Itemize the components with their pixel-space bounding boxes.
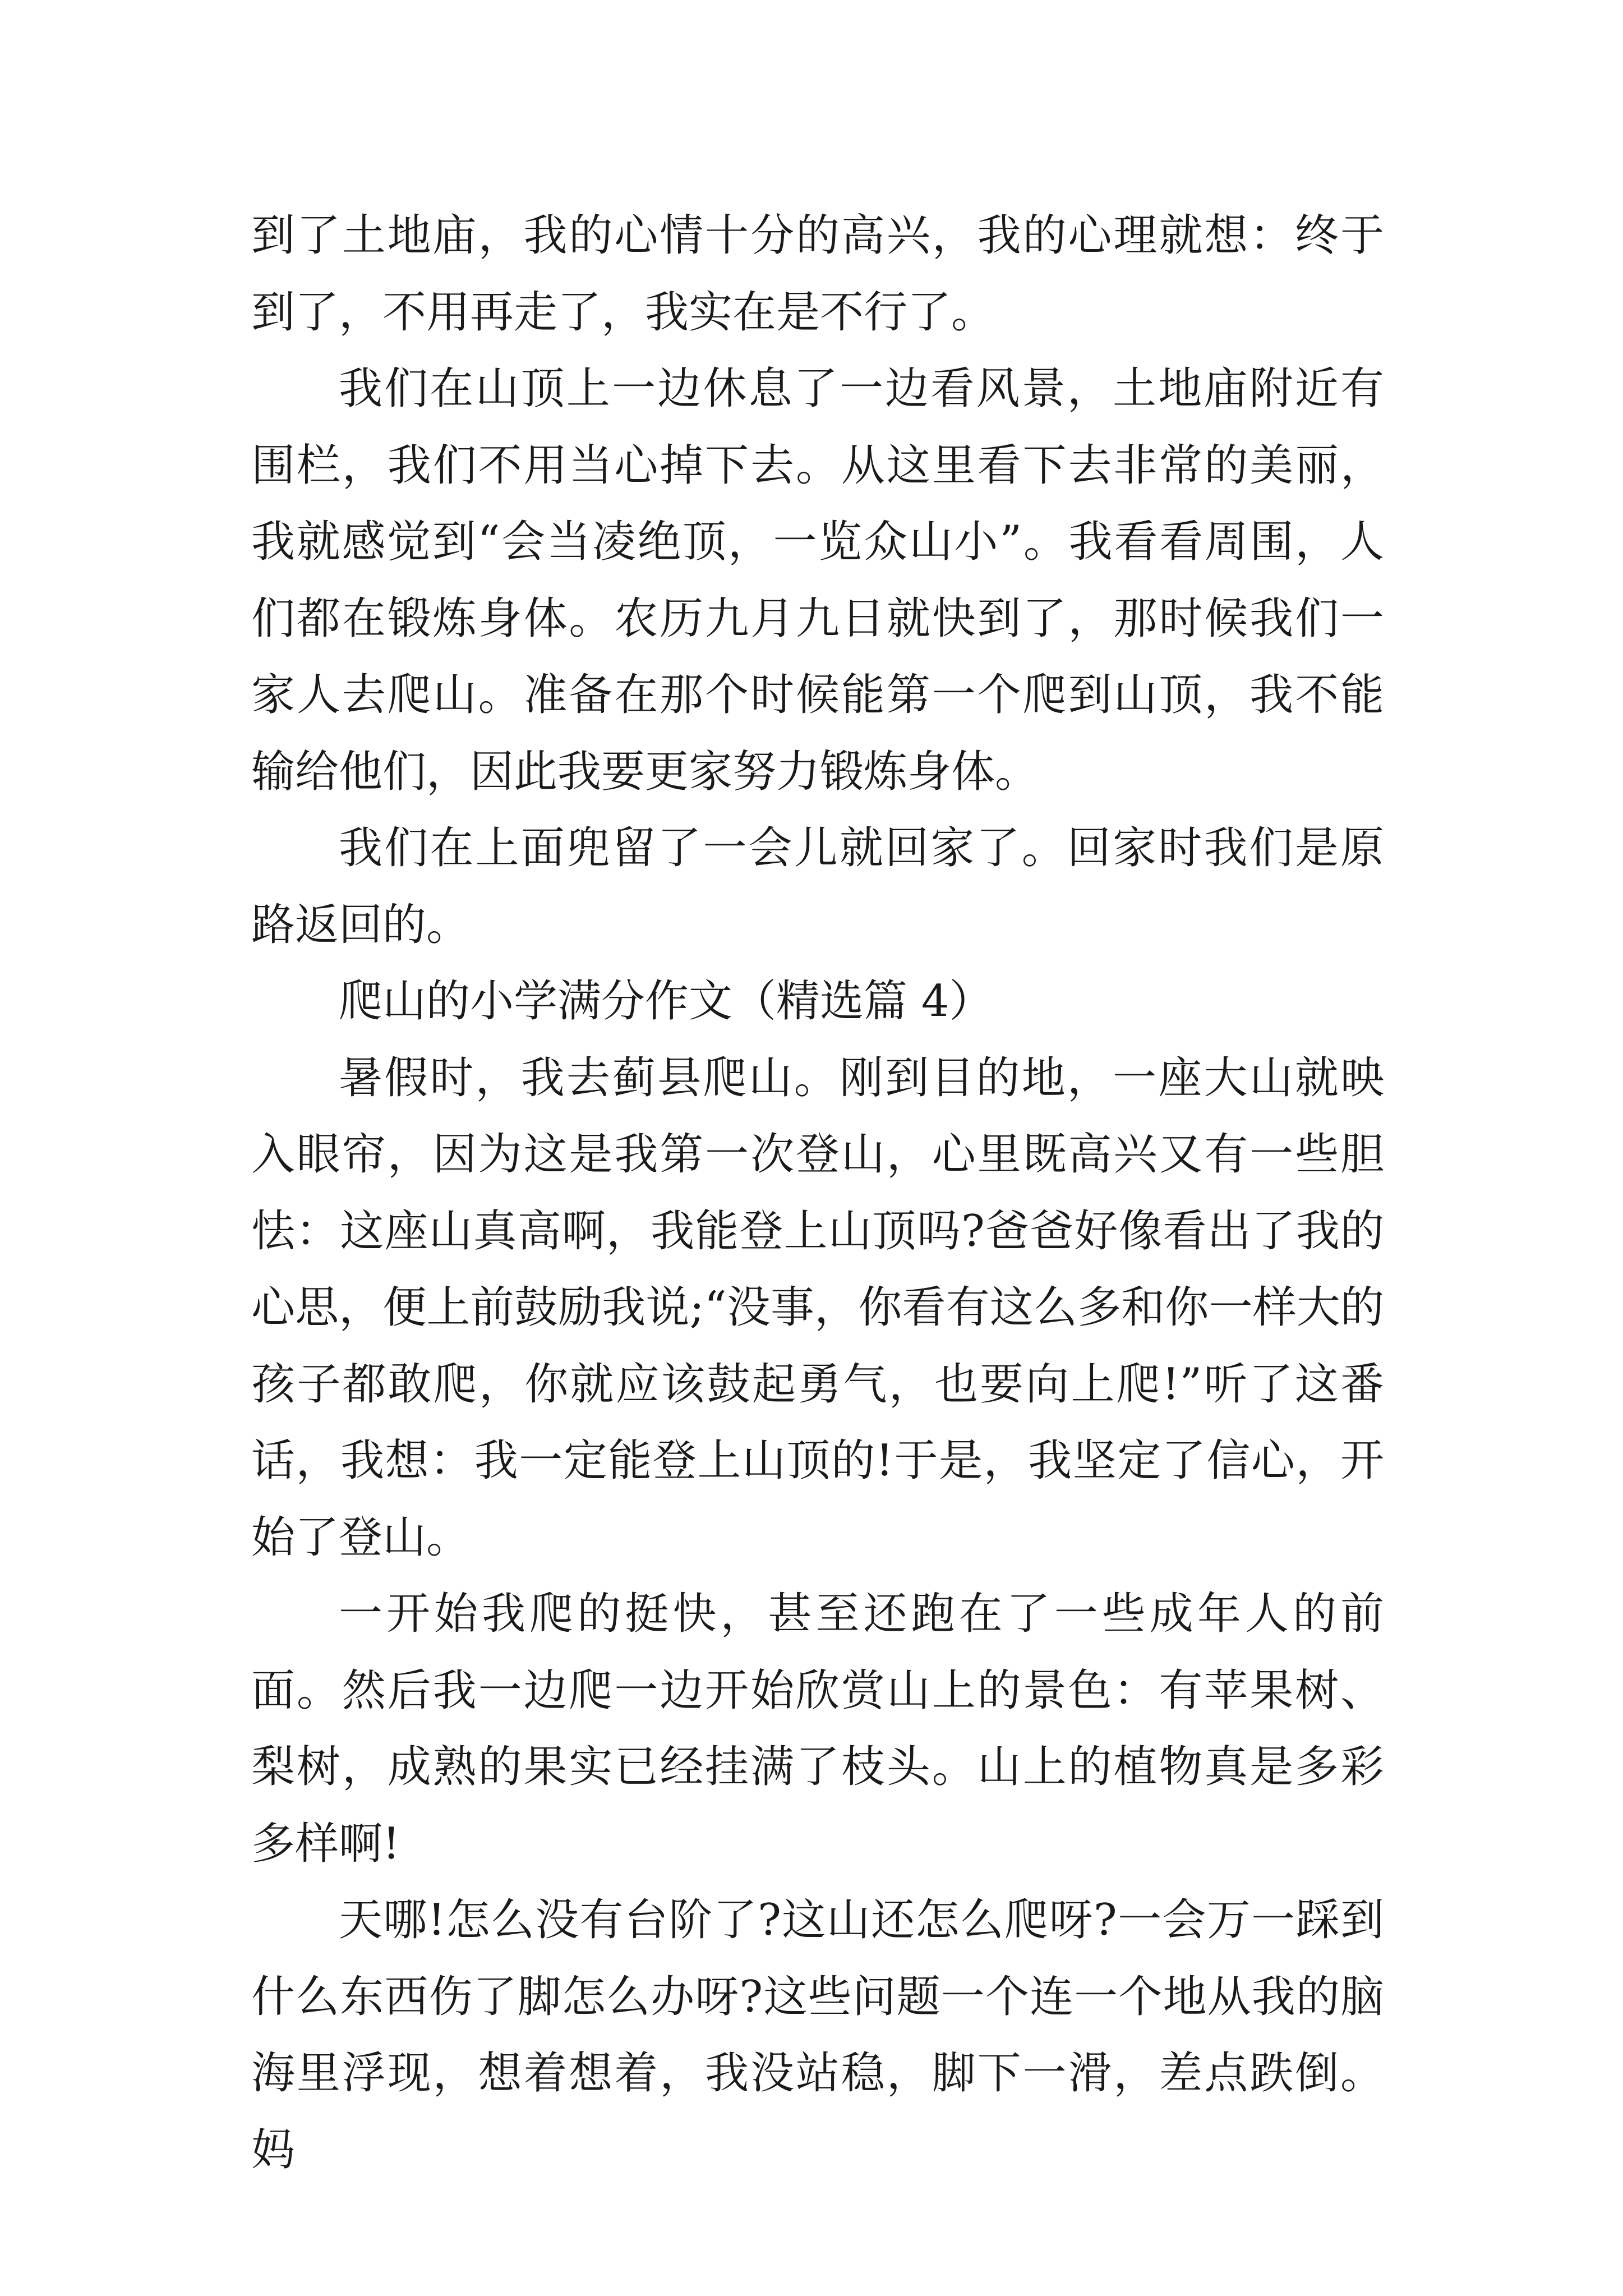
paragraph-2: 我们在山顶上一边休息了一边看风景，土地庙附近有围栏，我们不用当心掉下去。从这里看下去非常的美丽，我就感觉到“会当凌绝顶，一览众山小”。我看看周围，人们都在锻炼身体。农历九月九日就快到了，那时候我们一家人去爬山。准备在那个时候能第一个爬到山顶，我不能输给他们，因此我要更家努力锻炼身体。 (251, 364, 1384, 797)
document-body (251, 197, 1384, 2188)
paragraph-1: 到了土地庙，我的心情十分的高兴，我的心理就想：终于到了，不用再走了，我实在是不行了。 (251, 210, 1384, 338)
paragraph-3: 我们在上面兜留了一会儿就回家了。回家时我们是原路返回的。 (251, 823, 1384, 950)
paragraph-5: 暑假时，我去蓟县爬山。刚到目的地，一座大山就映入眼帘，因为这是我第一次登山，心里既高兴又有一些胆怯：这座山真高啊，我能登上山顶吗?爸爸好像看出了我的心思，便上前鼓励我说;“没事，你看有这么多和你一样大的孩子都敢爬，你就应该鼓起勇气，也要向上爬!”听了这番话，我想：我一定能登上山顶的!于是，我坚定了信心，开始了登山。 (251, 1052, 1384, 1563)
paragraph-6: 一开始我爬的挺快，甚至还跑在了一些成年人的前面。然后我一边爬一边开始欣赏山上的景色：有苹果树、梨树，成熟的果实已经挂满了枝头。山上的植物真是多彩多样啊! (251, 1589, 1384, 1869)
paragraph-7: 天哪!怎么没有台阶了?这山还怎么爬呀?一会万一踩到什么东西伤了脚怎么办呀?这些问题一个连一个地从我的脑海里浮现，想着想着，我没站稳，脚下一滑，差点跌倒。妈 (251, 1895, 1384, 2175)
section-heading: 爬山的小学满分作文（精选篇 4） (339, 976, 993, 1027)
